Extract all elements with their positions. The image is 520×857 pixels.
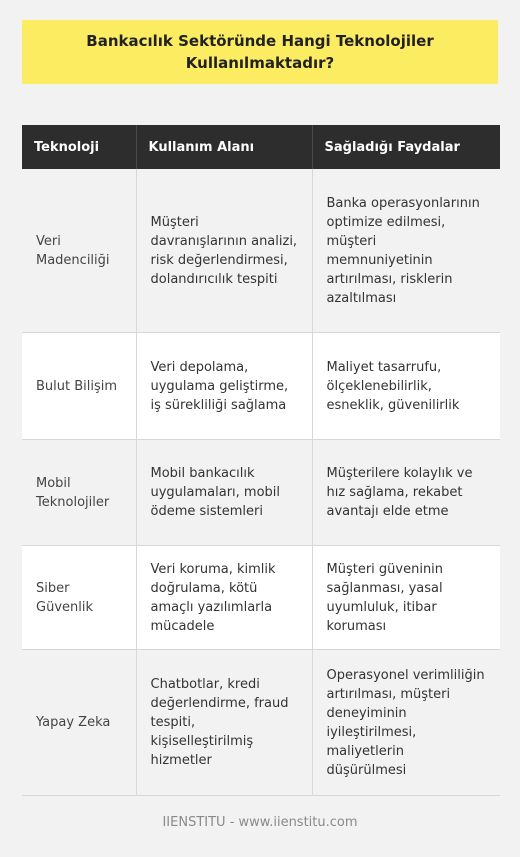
table-row (22, 546, 500, 650)
cell-usage: Veri koruma, kimlik doğrulama, kötü amaçlı yazılımlarla mücadele (136, 546, 312, 650)
footer-credit: IIENSTITU - www.iienstitu.com (162, 815, 358, 830)
cell-technology: Bulut Bilişim (22, 333, 136, 440)
cell-usage: Mobil bankacılık uygulamaları, mobil ödeme sistemleri (136, 440, 312, 546)
cell-usage: Müşteri davranışlarının analizi, risk değerlendirmesi, dolandırıcılık tespiti (136, 169, 312, 333)
cell-benefits: Banka operasyonlarının optimize edilmesi, müşteri memnuniyetinin artırılması, risklerin azaltılması (312, 169, 500, 333)
cell-technology: Veri Madenciliği (22, 169, 136, 333)
table-row (22, 169, 500, 333)
cell-benefits: Operasyonel verimliliğin artırılması, müşteri deneyiminin iyileştirilmesi, maliyetlerin düşürülmesi (312, 650, 500, 796)
page-title: Bankacılık Sektöründe Hangi Teknolojiler Kullanılmaktadır? (22, 20, 498, 84)
cell-benefits: Müşterilere kolaylık ve hız sağlama, rekabet avantajı elde etme (312, 440, 500, 546)
cell-usage: Chatbotlar, kredi değerlendirme, fraud tespiti, kişiselleştirilmiş hizmetler (136, 650, 312, 796)
technology-table (22, 125, 500, 796)
table-header-row (22, 125, 500, 169)
cell-benefits: Maliyet tasarrufu, ölçeklenebilirlik, esneklik, güvenilirlik (312, 333, 500, 440)
cell-technology: Yapay Zeka (22, 650, 136, 796)
column-header-benefits: Sağladığı Faydalar (312, 125, 500, 169)
cell-usage: Veri depolama, uygulama geliştirme, iş sürekliliği sağlama (136, 333, 312, 440)
cell-technology: Siber Güvenlik (22, 546, 136, 650)
column-header-technology: Teknoloji (22, 125, 136, 169)
table-row (22, 333, 500, 440)
table-row (22, 440, 500, 546)
cell-benefits: Müşteri güveninin sağlanması, yasal uyumluluk, itibar koruması (312, 546, 500, 650)
column-header-usage: Kullanım Alanı (136, 125, 312, 169)
cell-technology: Mobil Teknolojiler (22, 440, 136, 546)
table-row (22, 650, 500, 796)
